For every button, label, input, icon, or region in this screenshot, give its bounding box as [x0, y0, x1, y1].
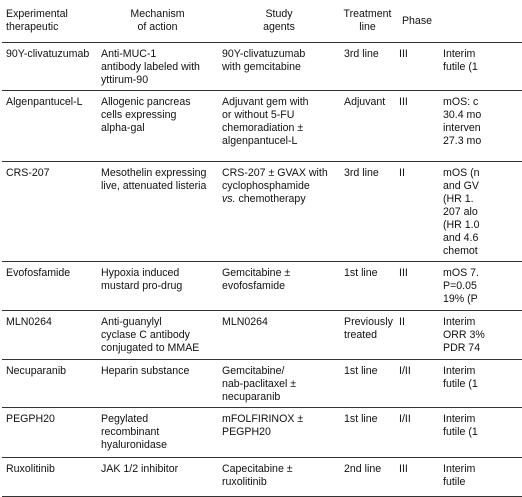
cell-phase: II	[395, 311, 439, 360]
cell-mechanism: Allogenic pancreas cells expressing alpha-gal	[97, 91, 218, 162]
cell-results: mOS (n and GV (HR 1. 207 alo (HR 1.0 and 4.6 chemot	[439, 162, 522, 262]
cell-line: 3rd line	[340, 162, 395, 262]
table-row	[2, 458, 522, 497]
cell-therapeutic: Ruxolitinib	[2, 458, 97, 497]
cell-mechanism: JAK 1/2 inhibitor	[97, 458, 218, 497]
header-phase: Phase	[395, 0, 439, 43]
cell-mechanism: Anti-MUC-1 antibody labeled with yttirum-90	[97, 43, 218, 91]
table-row	[2, 262, 522, 311]
cell-results: Interim futile (1	[439, 43, 522, 91]
table-row	[2, 162, 522, 262]
cell-results: Interim futile (1	[439, 360, 522, 408]
cell-line: 2nd line	[340, 458, 395, 497]
cell-results: Interim futile	[439, 458, 522, 497]
table-row	[2, 311, 522, 360]
cell-therapeutic: Evofosfamide	[2, 262, 97, 311]
cell-phase: III	[395, 91, 439, 162]
cell-agents: Gemcitabine/ nab-paclitaxel ± necuparanib	[218, 360, 340, 408]
cell-phase: I/II	[395, 360, 439, 408]
cell-agents: Capecitabine ± ruxolitinib	[218, 458, 340, 497]
cell-mechanism: Hypoxia induced mustard pro-drug	[97, 262, 218, 311]
cell-agents: 90Y-clivatuzumab with gemcitabine	[218, 43, 340, 91]
cell-agents: MLN0264	[218, 311, 340, 360]
cell-phase: III	[395, 43, 439, 91]
header-therapeutic: Experimental therapeutic	[2, 0, 97, 43]
cell-line: 3rd line	[340, 43, 395, 91]
cell-line: 1st line	[340, 408, 395, 458]
cell-therapeutic: MLN0264	[2, 311, 97, 360]
cell-therapeutic: Necuparanib	[2, 360, 97, 408]
cell-therapeutic: 90Y-clivatuzumab	[2, 43, 97, 91]
cell-therapeutic: Algenpantucel-L	[2, 91, 97, 162]
header-mechanism: Mechanism of action	[97, 0, 218, 43]
versus-text: vs.	[222, 193, 236, 205]
cell-results: mOS 7. P=0.05 19% (P	[439, 262, 522, 311]
header-results	[439, 0, 522, 43]
cell-line: 1st line	[340, 262, 395, 311]
header-row	[2, 0, 522, 43]
cell-mechanism: Heparin substance	[97, 360, 218, 408]
cell-phase: III	[395, 458, 439, 497]
cell-results: Interim ORR 3% PDR 74	[439, 311, 522, 360]
cell-agents: Adjuvant gem with or without 5-FU chemoradiation ± algenpantucel-L	[218, 91, 340, 162]
cell-mechanism: Anti-guanylyl cyclase C antibody conjugated to MMAE	[97, 311, 218, 360]
header-line: Treatment line	[340, 0, 395, 43]
cell-results: Interim futile (1	[439, 408, 522, 458]
cell-mechanism: Mesothelin expressing live, attenuated listeria	[97, 162, 218, 262]
cell-line: Previously treated	[340, 311, 395, 360]
table-row	[2, 91, 522, 162]
table-row	[2, 360, 522, 408]
table-row	[2, 408, 522, 458]
cell-line: Adjuvant	[340, 91, 395, 162]
cell-therapeutic: CRS-207	[2, 162, 97, 262]
cell-phase: I/II	[395, 408, 439, 458]
cell-line: 1st line	[340, 360, 395, 408]
cell-phase: III	[395, 262, 439, 311]
cell-therapeutic: PEGPH20	[2, 408, 97, 458]
table-row	[2, 43, 522, 91]
cell-agents: mFOLFIRINOX ± PEGPH20	[218, 408, 340, 458]
cell-agents: Gemcitabine ± evofosfamide	[218, 262, 340, 311]
cell-phase: II	[395, 162, 439, 262]
clinical-trials-table	[2, 0, 522, 497]
cell-results: mOS: c 30.4 mo interven 27.3 mo	[439, 91, 522, 162]
header-agents: Study agents	[218, 0, 340, 43]
cell-mechanism: Pegylated recombinant hyaluronidase	[97, 408, 218, 458]
cell-agents: CRS-207 ± GVAX with cyclophosphamide vs. chemotherapy	[218, 162, 340, 262]
